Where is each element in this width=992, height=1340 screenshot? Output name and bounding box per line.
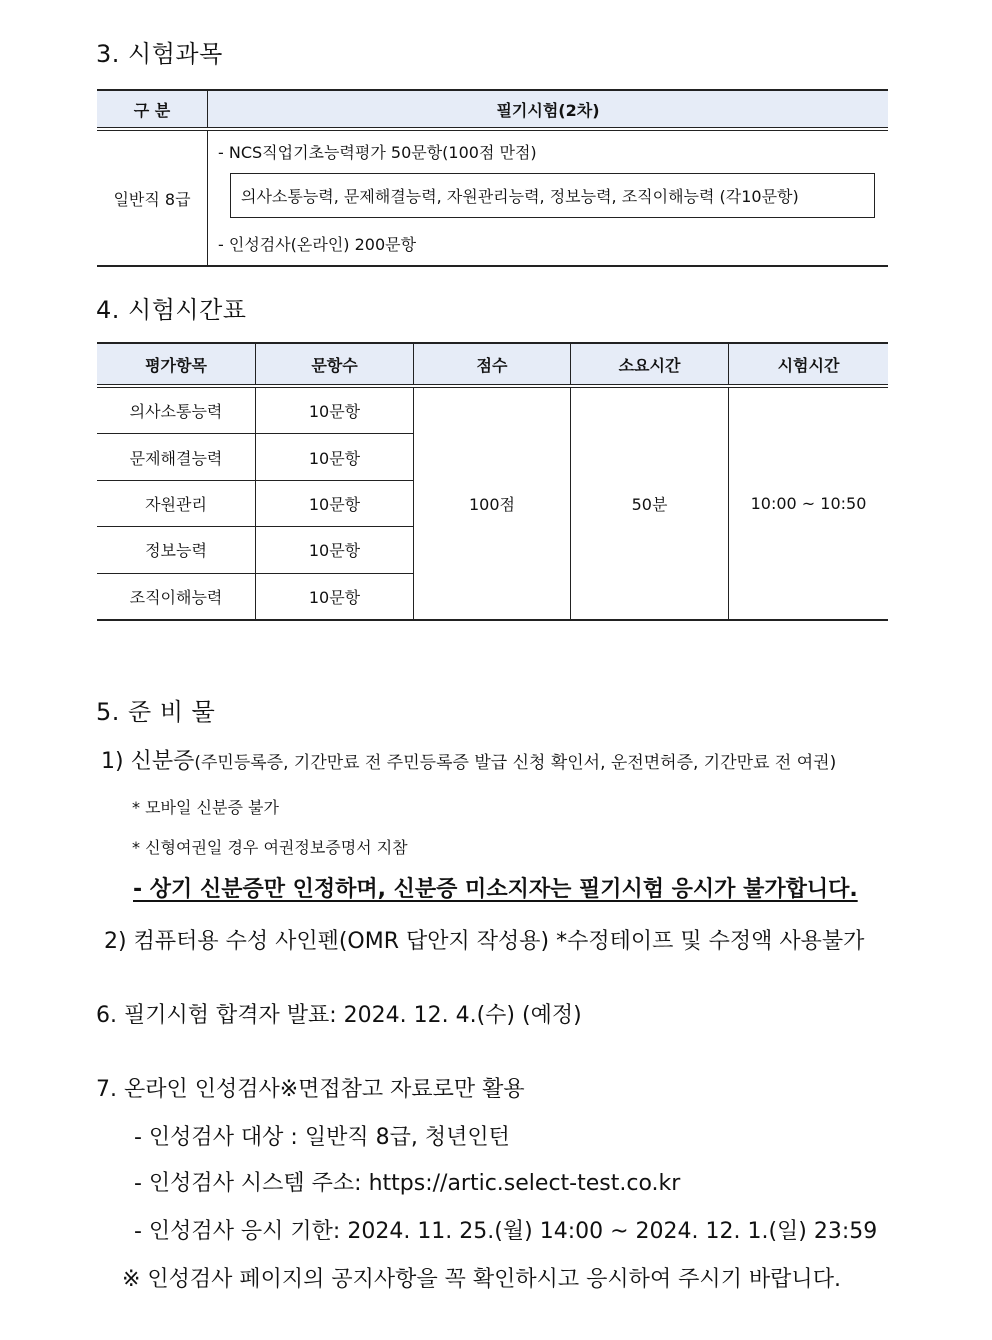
section3-title: 3. 시험과목 <box>96 40 223 68</box>
exam-schedule-table <box>97 342 888 621</box>
section7-title: 7. 온라인 인성검사※면접참고 자료로만 활용 <box>96 1077 525 1102</box>
personality-test-line: - 인성검사(온라인) 200문항 <box>218 235 417 254</box>
duration-cell: 50분 <box>571 388 729 619</box>
ncs-line: - NCS직업기초능력평가 50문항(100점 만점) <box>218 143 537 162</box>
personality-url: - 인성검사 시스템 주소: https://artic.select-test.co.kr <box>134 1171 681 1196</box>
section6-title: 6. 필기시험 합격자 발표: 2024. 12. 4.(수) (예정) <box>96 1003 582 1028</box>
count-cell: 10문항 <box>256 481 413 527</box>
mobile-id-note: * 모바일 신분증 불가 <box>132 798 279 817</box>
count-cell: 10문항 <box>256 388 413 434</box>
item-cell: 정보능력 <box>97 527 255 573</box>
item-cell: 자원관리 <box>97 481 255 527</box>
header-duration: 소요시간 <box>571 344 729 384</box>
table-row <box>97 131 888 267</box>
id-card-main: 1) 신분증 <box>101 749 195 774</box>
item-cell: 의사소통능력 <box>97 388 255 434</box>
count-cell: 10문항 <box>256 527 413 573</box>
header-time: 시험시간 <box>777 355 840 375</box>
id-card-list: (주민등록증, 기간만료 전 주민등록증 발급 신청 확인서, 운전면허증, 기간만료 전 여권) <box>194 753 837 773</box>
passport-note: * 신형여권일 경우 여권정보증명서 지참 <box>132 838 408 857</box>
table-header-row <box>97 89 888 127</box>
item-column <box>97 388 256 619</box>
id-card-item <box>101 744 836 775</box>
personality-target: - 인성검사 대상 : 일반직 8급, 청년인턴 <box>134 1125 510 1150</box>
score-cell: 100점 <box>414 388 571 619</box>
personality-deadline: - 인성검사 응시 기한: 2024. 11. 25.(월) 14:00 ~ 2024. 12. 1.(일) 23:59 <box>134 1219 878 1244</box>
count-cell: 10문항 <box>308 587 361 607</box>
time-cell: 10:00 ~ 10:50 <box>750 494 867 513</box>
ncs-areas-box: 의사소통능력, 문제해결능력, 자원관리능력, 정보능력, 조직이해능력 (각10문항) <box>230 173 875 218</box>
table-header-row <box>97 342 888 384</box>
item-cell: 조직이해능력 <box>129 587 223 607</box>
header-category: 구 분 <box>97 91 208 127</box>
header-written-exam: 필기시험(2차) <box>496 100 600 120</box>
count-column <box>256 388 414 619</box>
header-item: 평가항목 <box>97 344 256 384</box>
row-content <box>208 131 888 265</box>
count-cell: 10문항 <box>256 434 413 480</box>
exam-subjects-table <box>97 89 888 267</box>
id-warning: - 상기 신분증만 인정하며, 신분증 미소지자는 필기시험 응시가 불가합니다. <box>133 877 858 902</box>
personality-notice: ※ 인성검사 페이지의 공지사항을 꼭 확인하시고 응시하여 주시기 바랍니다. <box>122 1267 841 1292</box>
row-label: 일반직 8급 <box>97 131 208 265</box>
section5-title: 5. 준 비 물 <box>96 698 216 726</box>
pen-item: 2) 컴퓨터용 수성 사인펜(OMR 답안지 작성용) *수정테이프 및 수정액 사용불가 <box>104 929 865 954</box>
item-cell: 문제해결능력 <box>97 434 255 480</box>
header-count: 문항수 <box>256 344 414 384</box>
section4-title: 4. 시험시간표 <box>96 296 247 324</box>
table-body <box>97 388 888 621</box>
header-score: 점수 <box>414 344 571 384</box>
